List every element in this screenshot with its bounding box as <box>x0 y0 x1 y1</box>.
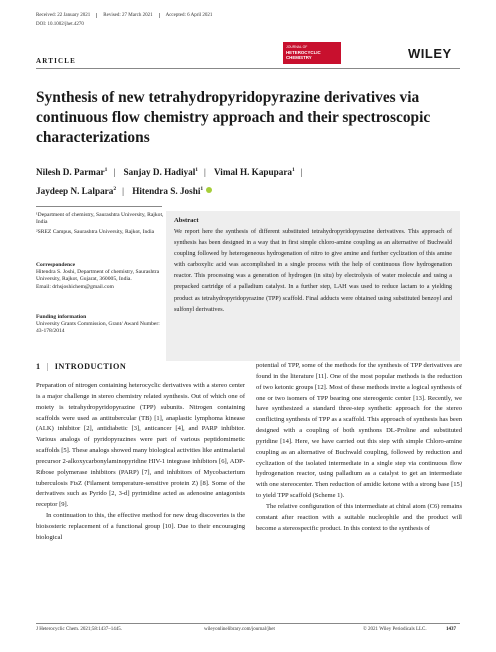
journal-logo-line1: JOURNAL OF <box>286 45 308 49</box>
orcid-icon[interactable] <box>206 187 212 193</box>
author-affiliation-mark: 1 <box>104 167 108 173</box>
author-separator: | <box>113 167 116 178</box>
author-name[interactable]: Jaydeep N. Lalpara <box>36 186 114 197</box>
affiliation-2: ²SREZ Campus, Saurashtra University, Rajkot, India <box>36 229 155 235</box>
page-number: 1437 <box>446 627 456 632</box>
paragraph: The relative configuration of this intermediate at chiral atom (C6) remains constant after reaction with a suitable nucleophile and the product will become a stereospecific product. In this context to the synthesis of <box>256 502 462 532</box>
affiliation-1: ¹Department of chemistry, Saurashtra University, Rajkot, India <box>36 212 164 226</box>
correspondence-email[interactable]: Email: drhsjoshichem@gmail.com <box>36 283 114 290</box>
abstract-box <box>166 211 460 361</box>
paragraph: potential of TPP, some of the methods for the synthesis of TPP derivatives are found in the literature [11]. One of the most popular methods is the reduction of two ketonic groups [12]. Most of these methods invite a logical synthesis of one or two isomers of TPP bearing one stereogenic center [13]. Recently, we have synthesized a standard three-step synthetic approach for the stereo conflicting synthesis of TPP as a scaffold. This approach of synthesis has been designed with a coupling of both synthons DL-Proline and substituted pyridine [14]. Here, we have carried out this step with simple Chloro-amine coupling as an alternative of Buchwald coupling, followed by reduction and cyclization of the isolated intermediate in a single step via continuous flow hydrogenation reactor, using palladium as a catalyst to get an intermediate with one stereocenter. Then reduction of amidic ketone with a strong base [15] to yield TPP scaffold (Scheme 1). <box>256 362 462 500</box>
header-divider <box>36 68 460 69</box>
author-separator: | <box>122 186 124 197</box>
section-label: ARTICLE <box>36 57 77 65</box>
author-affiliation-mark: 1 <box>292 167 295 173</box>
author-name[interactable]: Sanjay D. Hadiyal <box>123 167 196 178</box>
article-title: Synthesis of new tetrahydropyridopyrazine derivatives via continuous flow chemistry approach and their spectroscopic characterizations <box>36 89 431 146</box>
footer-divider <box>36 623 460 624</box>
section-heading <box>36 362 126 371</box>
footer-url[interactable]: wileyonlinelibrary.com/journal/jhet <box>204 627 275 632</box>
abstract-text: We report here the synthesis of different substituted tetrahydropyridopyrazine derivatives. This approach of synthesis has been designed in a way that in first simple chloro-amine coupling as an alternative of Buchwald coupling followed by heterogeneous hydrogenation of nitro to give amine and further cyclization of this amine with carboxylic acid was accomplished in a single process with the help of continuous flow hydrogenation reactor. This processing was a generation of hydrogen (in situ) by electrolysis of water molecule and using a prepacked cartridge of a palladium catalyst. In a further step, LAH was used to reduce lactam to a yielding product as tetrahydropyridopyrazine (TPP) scaffold. Final adducts were obtained using substituted benzoyl and sulfonyl derivatives. <box>174 229 452 313</box>
correspondence-block <box>36 262 164 291</box>
accepted-date: Accepted: 6 April 2021 <box>165 13 213 18</box>
author-name[interactable]: Hitendra S. Joshi <box>132 186 201 197</box>
correspondence-address: Hitendra S. Joshi, Department of chemistry, Saurashtra University, Rajkot, Gujarat, 360005, India. <box>36 269 160 283</box>
funding-block <box>36 314 164 336</box>
journal-logo <box>283 42 341 64</box>
body-column-right <box>256 361 462 535</box>
author-affiliation-mark: 2 <box>113 186 117 193</box>
footer-citation: J Heterocyclic Chem. 2021;58:1437–1445. <box>36 627 122 632</box>
heading-separator: | <box>46 362 49 371</box>
journal-logo-line2: HETEROCYCLIC <box>286 50 321 55</box>
article-history <box>36 13 466 18</box>
author-affiliation-mark: 1 <box>195 167 199 173</box>
paragraph: In continuation to this, the effective method for new drug discoveries is the bioisosteric replacement of a functional group [10]. Due to their encouraging biological <box>36 512 245 541</box>
received-date: Received: 22 January 2021 <box>36 13 97 18</box>
author-separator: | <box>204 167 206 178</box>
publisher-logo: WILEY <box>408 46 452 61</box>
funding-heading: Funding information <box>36 314 87 320</box>
author-list <box>36 162 466 200</box>
abstract-heading: Abstract <box>174 217 199 224</box>
doi[interactable]: DOI: 10.1002/jhet.4270 <box>36 22 84 27</box>
correspondence-heading: Correspondence <box>36 262 76 268</box>
paragraph: Preparation of nitrogen containing heterocyclic derivatives with a stereo center is a major challenge in stereo chemistry related synthesis. Out of which one of moiety is tetrahydropyridopyrazine (TPP) subunits. Nitrogen containing scaffolds were used as antitubercular (TB) [1], anaplastic lymphoma kinease (ALK) inhibitor [2], antidiabetic [3], anticancer [4], and PARP inhibitor. Various analogs of pyridopyrazines were part of various peptidomimetic scaffolds [5]. These analogs showed many biological activities like antimalarial precursor 2-alkoxycarbonylaminopyridine HIV-1 integrase inhibitors [6], ADP-Ribose polymerase inhibitors (PARP) [7], and inhibitors of Mycobacterium tuberculosis FtsZ (Filament temperature-sensitive protein Z) [8]. Some of the derivatives such as Pyrido [2, 3-d] pyrimidine acted as adenosine antagonists receptor [9]. <box>36 382 245 509</box>
revised-date: Revised: 27 March 2021 <box>103 13 159 18</box>
author-affiliation-mark: 1 <box>200 186 204 193</box>
journal-logo-line3: CHEMISTRY <box>286 55 312 60</box>
author-name[interactable]: Vimal H. Kapupara <box>214 167 293 178</box>
funding-text: University Grants Commission, Grant/ Award Number: 43-178/2014 <box>36 321 160 335</box>
footer-copyright: © 2021 Wiley Periodicals LLC. <box>363 627 427 632</box>
body-column-left <box>36 381 245 544</box>
section-number: 1 <box>36 362 41 371</box>
author-separator: | <box>300 167 303 178</box>
section-title: INTRODUCTION <box>54 362 127 371</box>
author-name[interactable]: Nilesh D. Parmar <box>36 167 105 178</box>
affiliation-divider <box>36 206 162 207</box>
